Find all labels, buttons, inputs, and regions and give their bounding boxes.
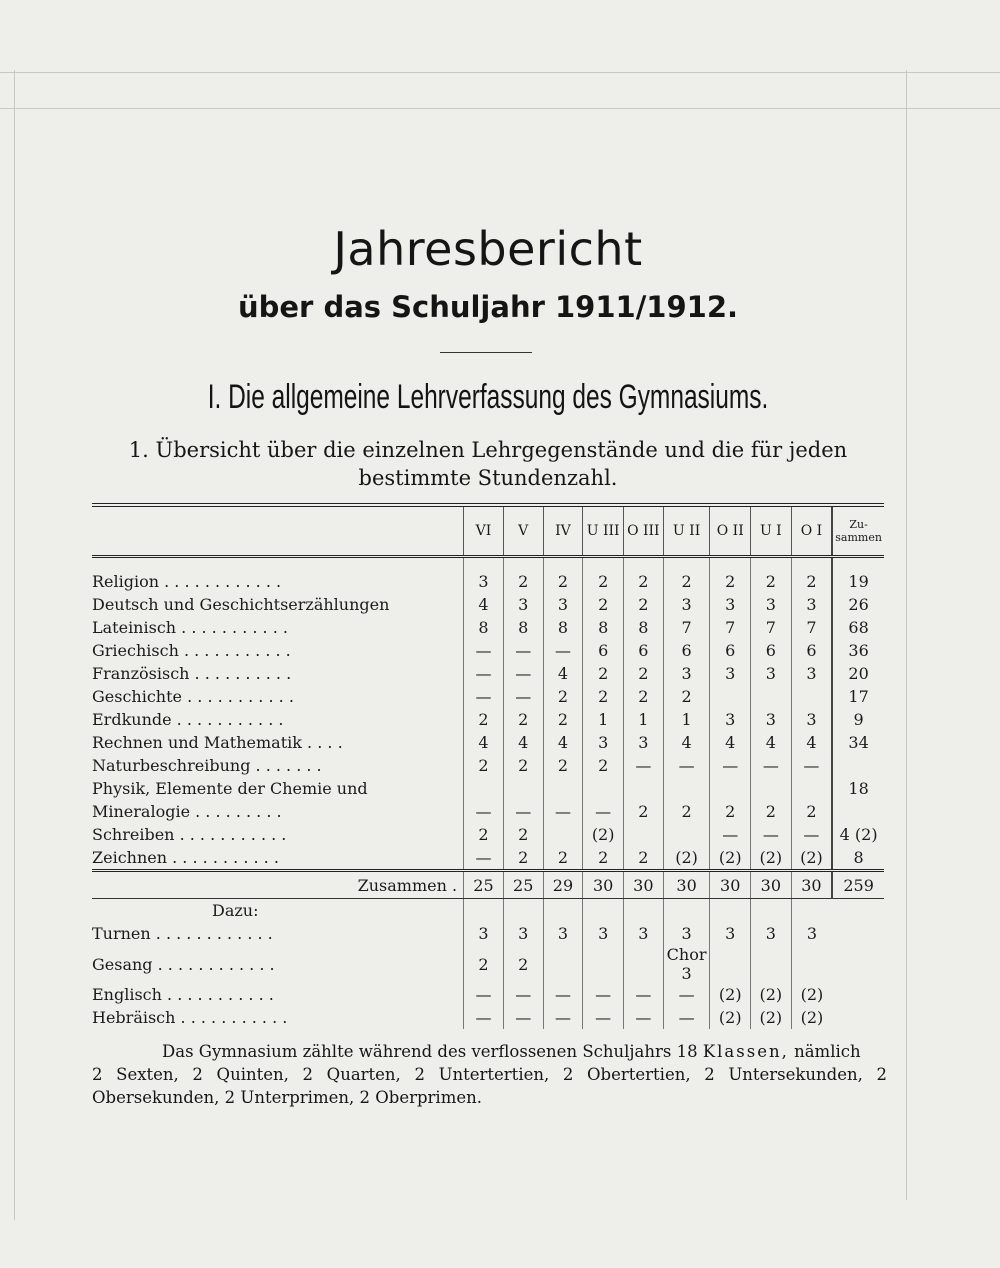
class-header: U II bbox=[663, 505, 710, 557]
hours-cell: 2 bbox=[503, 945, 543, 983]
hours-cell: 3 bbox=[623, 922, 663, 945]
hours-cell: — bbox=[710, 754, 751, 777]
empty-cell bbox=[503, 899, 543, 923]
total-header-line1: Zu- bbox=[849, 518, 868, 531]
hours-cell: Chor 3 bbox=[663, 945, 710, 983]
hours-cell: 2 bbox=[623, 557, 663, 594]
hours-cell: (2) bbox=[791, 1006, 832, 1029]
empty-cell bbox=[791, 899, 832, 923]
hours-cell bbox=[710, 777, 751, 800]
subject-cell: Rechnen und Mathematik . . . . bbox=[92, 733, 343, 752]
paragraph-spaced-word: Klassen, bbox=[702, 1042, 789, 1061]
hours-cell: 4 bbox=[710, 731, 751, 754]
hours-cell: 2 bbox=[751, 557, 792, 594]
subject-cell: Zeichnen . . . . . . . . . . . bbox=[92, 848, 279, 867]
empty-cell bbox=[583, 899, 624, 923]
hours-cell: 2 bbox=[543, 846, 583, 871]
hours-cell: 6 bbox=[791, 639, 832, 662]
hours-cell: 1 bbox=[663, 708, 710, 731]
hours-cell: 3 bbox=[503, 593, 543, 616]
empty-cell bbox=[663, 899, 710, 923]
hours-cell bbox=[623, 945, 663, 983]
hours-cell: 3 bbox=[751, 593, 792, 616]
hours-cell: 3 bbox=[710, 708, 751, 731]
hours-cell: 2 bbox=[583, 685, 624, 708]
hours-cell bbox=[751, 945, 792, 983]
table-row bbox=[92, 593, 884, 616]
report-subtitle: über das Schuljahr 1911/1912. bbox=[237, 290, 739, 324]
hours-cell: 3 bbox=[543, 593, 583, 616]
class-header: IV bbox=[543, 505, 583, 557]
hours-cell: 3 bbox=[791, 593, 832, 616]
empty-cell bbox=[623, 899, 663, 923]
hours-cell: 4 bbox=[543, 731, 583, 754]
hours-cell: — bbox=[663, 754, 710, 777]
empty-cell bbox=[751, 899, 792, 923]
hours-cell: 2 bbox=[583, 557, 624, 594]
hours-cell: (2) bbox=[791, 846, 832, 871]
total-cell bbox=[832, 754, 884, 777]
hours-cell: — bbox=[503, 1006, 543, 1029]
class-header: VI bbox=[464, 505, 504, 557]
hours-cell: 2 bbox=[543, 557, 583, 594]
paragraph-line1 bbox=[92, 1040, 887, 1063]
hours-cell: — bbox=[464, 639, 504, 662]
hours-cell bbox=[583, 777, 624, 800]
hours-cell: 2 bbox=[503, 823, 543, 846]
hours-cell: 4 bbox=[751, 731, 792, 754]
total-cell bbox=[832, 945, 884, 983]
hours-cell: 2 bbox=[663, 800, 710, 823]
paragraph-rest: 2 Sexten, 2 Quinten, 2 Quarten, 2 Untertertien, 2 Obertertien, 2 Untersekunden, 2 Obersekunden, 2 Unterprimen, 2 Oberprimen. bbox=[92, 1065, 887, 1107]
hours-cell bbox=[663, 777, 710, 800]
hours-cell: — bbox=[503, 685, 543, 708]
hours-cell: 2 bbox=[503, 557, 543, 594]
hours-cell: 4 bbox=[503, 731, 543, 754]
hours-cell: 3 bbox=[464, 557, 504, 594]
total-cell: 4 (2) bbox=[832, 823, 884, 846]
title-divider bbox=[440, 352, 532, 353]
hours-cell: 2 bbox=[663, 685, 710, 708]
hours-cell: — bbox=[464, 685, 504, 708]
hours-cell bbox=[464, 777, 504, 800]
sum-total-cell: 259 bbox=[832, 871, 884, 899]
hours-cell bbox=[583, 945, 624, 983]
hours-cell: — bbox=[543, 800, 583, 823]
hours-cell: — bbox=[464, 846, 504, 871]
sum-row bbox=[92, 871, 884, 899]
paragraph-suffix: nämlich bbox=[794, 1042, 861, 1061]
hours-cell: — bbox=[543, 983, 583, 1006]
hours-cell: (2) bbox=[791, 983, 832, 1006]
total-header bbox=[832, 505, 884, 557]
hours-cell: — bbox=[623, 983, 663, 1006]
hours-cell bbox=[751, 777, 792, 800]
hours-cell: 2 bbox=[464, 754, 504, 777]
hours-cell: 2 bbox=[623, 685, 663, 708]
subject-header bbox=[92, 505, 464, 557]
hours-cell: 3 bbox=[710, 662, 751, 685]
hours-cell: 8 bbox=[583, 616, 624, 639]
total-cell: 17 bbox=[832, 685, 884, 708]
table-row bbox=[92, 708, 884, 731]
report-title: Jahresbericht bbox=[333, 222, 643, 276]
hours-cell: 3 bbox=[710, 922, 751, 945]
dazu-row bbox=[92, 899, 884, 923]
sum-cell: 30 bbox=[583, 871, 624, 899]
subject-cell: Mineralogie . . . . . . . . . bbox=[92, 802, 282, 821]
class-header: U I bbox=[751, 505, 792, 557]
hours-cell bbox=[791, 685, 832, 708]
hours-cell: 6 bbox=[623, 639, 663, 662]
hours-cell: 1 bbox=[583, 708, 624, 731]
hours-cell: 2 bbox=[623, 800, 663, 823]
hours-cell: 7 bbox=[751, 616, 792, 639]
hours-cell: (2) bbox=[663, 846, 710, 871]
hours-cell: — bbox=[464, 662, 504, 685]
hours-cell bbox=[710, 685, 751, 708]
hours-cell bbox=[623, 777, 663, 800]
hours-cell: 3 bbox=[751, 922, 792, 945]
section-heading: I. Die allgemeine Lehrverfassung des Gymnasiums. bbox=[207, 378, 769, 416]
hours-cell: — bbox=[710, 823, 751, 846]
table-row bbox=[92, 731, 884, 754]
hours-cell: 2 bbox=[751, 800, 792, 823]
table-row bbox=[92, 922, 884, 945]
total-cell: 68 bbox=[832, 616, 884, 639]
table-header-row bbox=[92, 505, 884, 557]
hours-cell: 2 bbox=[503, 708, 543, 731]
hours-cell: — bbox=[583, 1006, 624, 1029]
hours-cell: 2 bbox=[583, 754, 624, 777]
hours-cell: 2 bbox=[710, 557, 751, 594]
hours-cell: — bbox=[623, 1006, 663, 1029]
hours-cell: 3 bbox=[663, 593, 710, 616]
hours-cell: 3 bbox=[464, 922, 504, 945]
hours-cell: 3 bbox=[623, 731, 663, 754]
hours-cell: — bbox=[583, 983, 624, 1006]
hours-cell: — bbox=[464, 1006, 504, 1029]
hours-cell bbox=[503, 777, 543, 800]
subject-cell: Deutsch und Geschichtserzählungen bbox=[92, 595, 390, 614]
subject-cell: Griechisch . . . . . . . . . . . bbox=[92, 641, 291, 660]
total-cell bbox=[832, 800, 884, 823]
total-cell: 20 bbox=[832, 662, 884, 685]
total-cell: 19 bbox=[832, 557, 884, 594]
subject-cell: Lateinisch . . . . . . . . . . . bbox=[92, 618, 288, 637]
total-cell: 9 bbox=[832, 708, 884, 731]
hours-cell: 4 bbox=[543, 662, 583, 685]
total-cell: 26 bbox=[832, 593, 884, 616]
table-row bbox=[92, 846, 884, 871]
subject-cell: Religion . . . . . . . . . . . . bbox=[92, 572, 282, 591]
hours-cell: — bbox=[663, 1006, 710, 1029]
hours-cell: 3 bbox=[791, 922, 832, 945]
hours-cell: 3 bbox=[751, 662, 792, 685]
sum-cell: 30 bbox=[751, 871, 792, 899]
subject-cell: Naturbeschreibung . . . . . . . bbox=[92, 756, 322, 775]
hours-cell: 2 bbox=[543, 685, 583, 708]
total-header-line2: sammen bbox=[835, 531, 882, 544]
bleed-through-line bbox=[0, 108, 1000, 109]
table-row bbox=[92, 945, 884, 983]
hours-cell bbox=[751, 685, 792, 708]
class-header: O II bbox=[710, 505, 751, 557]
empty-cell bbox=[464, 899, 504, 923]
closing-paragraph bbox=[92, 1040, 887, 1109]
empty-cell bbox=[832, 899, 884, 923]
hours-cell: 6 bbox=[751, 639, 792, 662]
sum-cell: 25 bbox=[464, 871, 504, 899]
hours-cell: 7 bbox=[663, 616, 710, 639]
hours-cell: 8 bbox=[623, 616, 663, 639]
hours-cell: 2 bbox=[710, 800, 751, 823]
hours-cell bbox=[543, 945, 583, 983]
subject-cell: Schreiben . . . . . . . . . . . bbox=[92, 825, 287, 844]
hours-cell: 3 bbox=[583, 731, 624, 754]
empty-cell bbox=[543, 899, 583, 923]
hours-cell bbox=[710, 945, 751, 983]
hours-cell: 2 bbox=[623, 846, 663, 871]
hours-cell: — bbox=[543, 1006, 583, 1029]
table-row bbox=[92, 639, 884, 662]
hours-cell: 2 bbox=[791, 800, 832, 823]
table-row bbox=[92, 685, 884, 708]
hours-cell: 3 bbox=[710, 593, 751, 616]
paragraph-prefix: Das Gymnasium zählte während des verflossenen Schuljahrs 18 bbox=[162, 1042, 698, 1061]
hours-cell: 2 bbox=[791, 557, 832, 594]
hours-cell: — bbox=[464, 983, 504, 1006]
sum-cell: 30 bbox=[710, 871, 751, 899]
sum-cell: 30 bbox=[663, 871, 710, 899]
subject-cell: Englisch . . . . . . . . . . . bbox=[92, 985, 274, 1004]
hours-cell: — bbox=[663, 983, 710, 1006]
sum-cell: 30 bbox=[791, 871, 832, 899]
hours-cell: 3 bbox=[791, 708, 832, 731]
total-cell bbox=[832, 983, 884, 1006]
hours-cell: 1 bbox=[623, 708, 663, 731]
hours-cell: 2 bbox=[464, 823, 504, 846]
bleed-through-line bbox=[0, 72, 1000, 73]
total-cell: 8 bbox=[832, 846, 884, 871]
hours-cell: 3 bbox=[503, 922, 543, 945]
hours-cell: 4 bbox=[663, 731, 710, 754]
hours-cell: 2 bbox=[503, 846, 543, 871]
hours-cell bbox=[791, 777, 832, 800]
hours-cell bbox=[543, 823, 583, 846]
hours-cell: — bbox=[791, 754, 832, 777]
hours-cell: 2 bbox=[623, 662, 663, 685]
table-row bbox=[92, 983, 884, 1006]
table-row bbox=[92, 1006, 884, 1029]
subject-cell: Französisch . . . . . . . . . . bbox=[92, 664, 292, 683]
hours-cell: (2) bbox=[710, 983, 751, 1006]
subject-cell: Geschichte . . . . . . . . . . . bbox=[92, 687, 294, 706]
sum-cell: 25 bbox=[503, 871, 543, 899]
hours-cell: 3 bbox=[543, 922, 583, 945]
table-row bbox=[92, 616, 884, 639]
sum-cell: 30 bbox=[623, 871, 663, 899]
hours-cell: (2) bbox=[751, 983, 792, 1006]
hours-cell: 2 bbox=[503, 754, 543, 777]
total-cell: 34 bbox=[832, 731, 884, 754]
hours-cell: 2 bbox=[623, 593, 663, 616]
sum-label: Zusammen . bbox=[92, 871, 464, 899]
hours-cell: 2 bbox=[543, 754, 583, 777]
hours-cell: — bbox=[751, 823, 792, 846]
hours-cell: 3 bbox=[583, 922, 624, 945]
hours-cell: (2) bbox=[583, 823, 624, 846]
hours-cell: 8 bbox=[464, 616, 504, 639]
hours-cell: 6 bbox=[710, 639, 751, 662]
subject-cell: Gesang . . . . . . . . . . . . bbox=[92, 954, 275, 974]
hours-cell: — bbox=[503, 662, 543, 685]
sub-heading-line1: 1. Übersicht über die einzelnen Lehrgegenstände und die für jeden bbox=[128, 438, 848, 462]
hours-cell bbox=[663, 823, 710, 846]
hours-cell: 3 bbox=[663, 662, 710, 685]
hours-cell: — bbox=[464, 800, 504, 823]
hours-cell: 8 bbox=[503, 616, 543, 639]
dazu-label: Dazu: bbox=[212, 901, 259, 920]
table-row bbox=[92, 754, 884, 777]
hours-cell: 3 bbox=[663, 922, 710, 945]
hours-cell: (2) bbox=[710, 1006, 751, 1029]
table-body bbox=[92, 557, 884, 1030]
hours-table bbox=[92, 503, 884, 1029]
hours-cell: — bbox=[791, 823, 832, 846]
hours-cell: — bbox=[503, 639, 543, 662]
hours-cell: 3 bbox=[751, 708, 792, 731]
total-cell: 36 bbox=[832, 639, 884, 662]
sub-heading-line2: bestimmte Stundenzahl. bbox=[358, 466, 618, 490]
hours-cell: 6 bbox=[663, 639, 710, 662]
sub-heading bbox=[0, 436, 976, 492]
hours-cell: — bbox=[623, 754, 663, 777]
table-row bbox=[92, 662, 884, 685]
hours-cell: 4 bbox=[464, 593, 504, 616]
class-header: O I bbox=[791, 505, 832, 557]
subject-cell: Physik, Elemente der Chemie und bbox=[92, 779, 368, 798]
total-cell bbox=[832, 1006, 884, 1029]
hours-cell: 2 bbox=[543, 708, 583, 731]
total-cell bbox=[832, 922, 884, 945]
hours-cell: — bbox=[543, 639, 583, 662]
class-header: V bbox=[503, 505, 543, 557]
hours-cell bbox=[543, 777, 583, 800]
table-row bbox=[92, 777, 884, 800]
hours-cell: 2 bbox=[663, 557, 710, 594]
hours-cell: — bbox=[583, 800, 624, 823]
sum-cell: 29 bbox=[543, 871, 583, 899]
hours-cell: 2 bbox=[464, 708, 504, 731]
hours-cell: 2 bbox=[583, 593, 624, 616]
table-row bbox=[92, 557, 884, 594]
hours-cell: 2 bbox=[583, 846, 624, 871]
class-header: O III bbox=[623, 505, 663, 557]
hours-cell: 4 bbox=[464, 731, 504, 754]
hours-cell: — bbox=[503, 983, 543, 1006]
hours-cell: 7 bbox=[710, 616, 751, 639]
hours-cell: (2) bbox=[751, 846, 792, 871]
hours-cell: 8 bbox=[543, 616, 583, 639]
subject-cell: Hebräisch . . . . . . . . . . . bbox=[92, 1008, 288, 1027]
class-header: U III bbox=[583, 505, 624, 557]
hours-cell: (2) bbox=[751, 1006, 792, 1029]
hours-cell bbox=[623, 823, 663, 846]
empty-cell bbox=[710, 899, 751, 923]
hours-cell: 2 bbox=[464, 945, 504, 983]
hours-cell: 7 bbox=[791, 616, 832, 639]
table-row bbox=[92, 823, 884, 846]
subject-cell: Erdkunde . . . . . . . . . . . bbox=[92, 710, 284, 729]
total-cell: 18 bbox=[832, 777, 884, 800]
hours-cell: 2 bbox=[583, 662, 624, 685]
subject-cell: Turnen . . . . . . . . . . . . bbox=[92, 924, 273, 943]
hours-cell: 3 bbox=[791, 662, 832, 685]
hours-cell: (2) bbox=[710, 846, 751, 871]
hours-cell: — bbox=[503, 800, 543, 823]
hours-cell bbox=[791, 945, 832, 983]
hours-cell: — bbox=[751, 754, 792, 777]
table-row bbox=[92, 800, 884, 823]
hours-cell: 4 bbox=[791, 731, 832, 754]
hours-cell: 6 bbox=[583, 639, 624, 662]
